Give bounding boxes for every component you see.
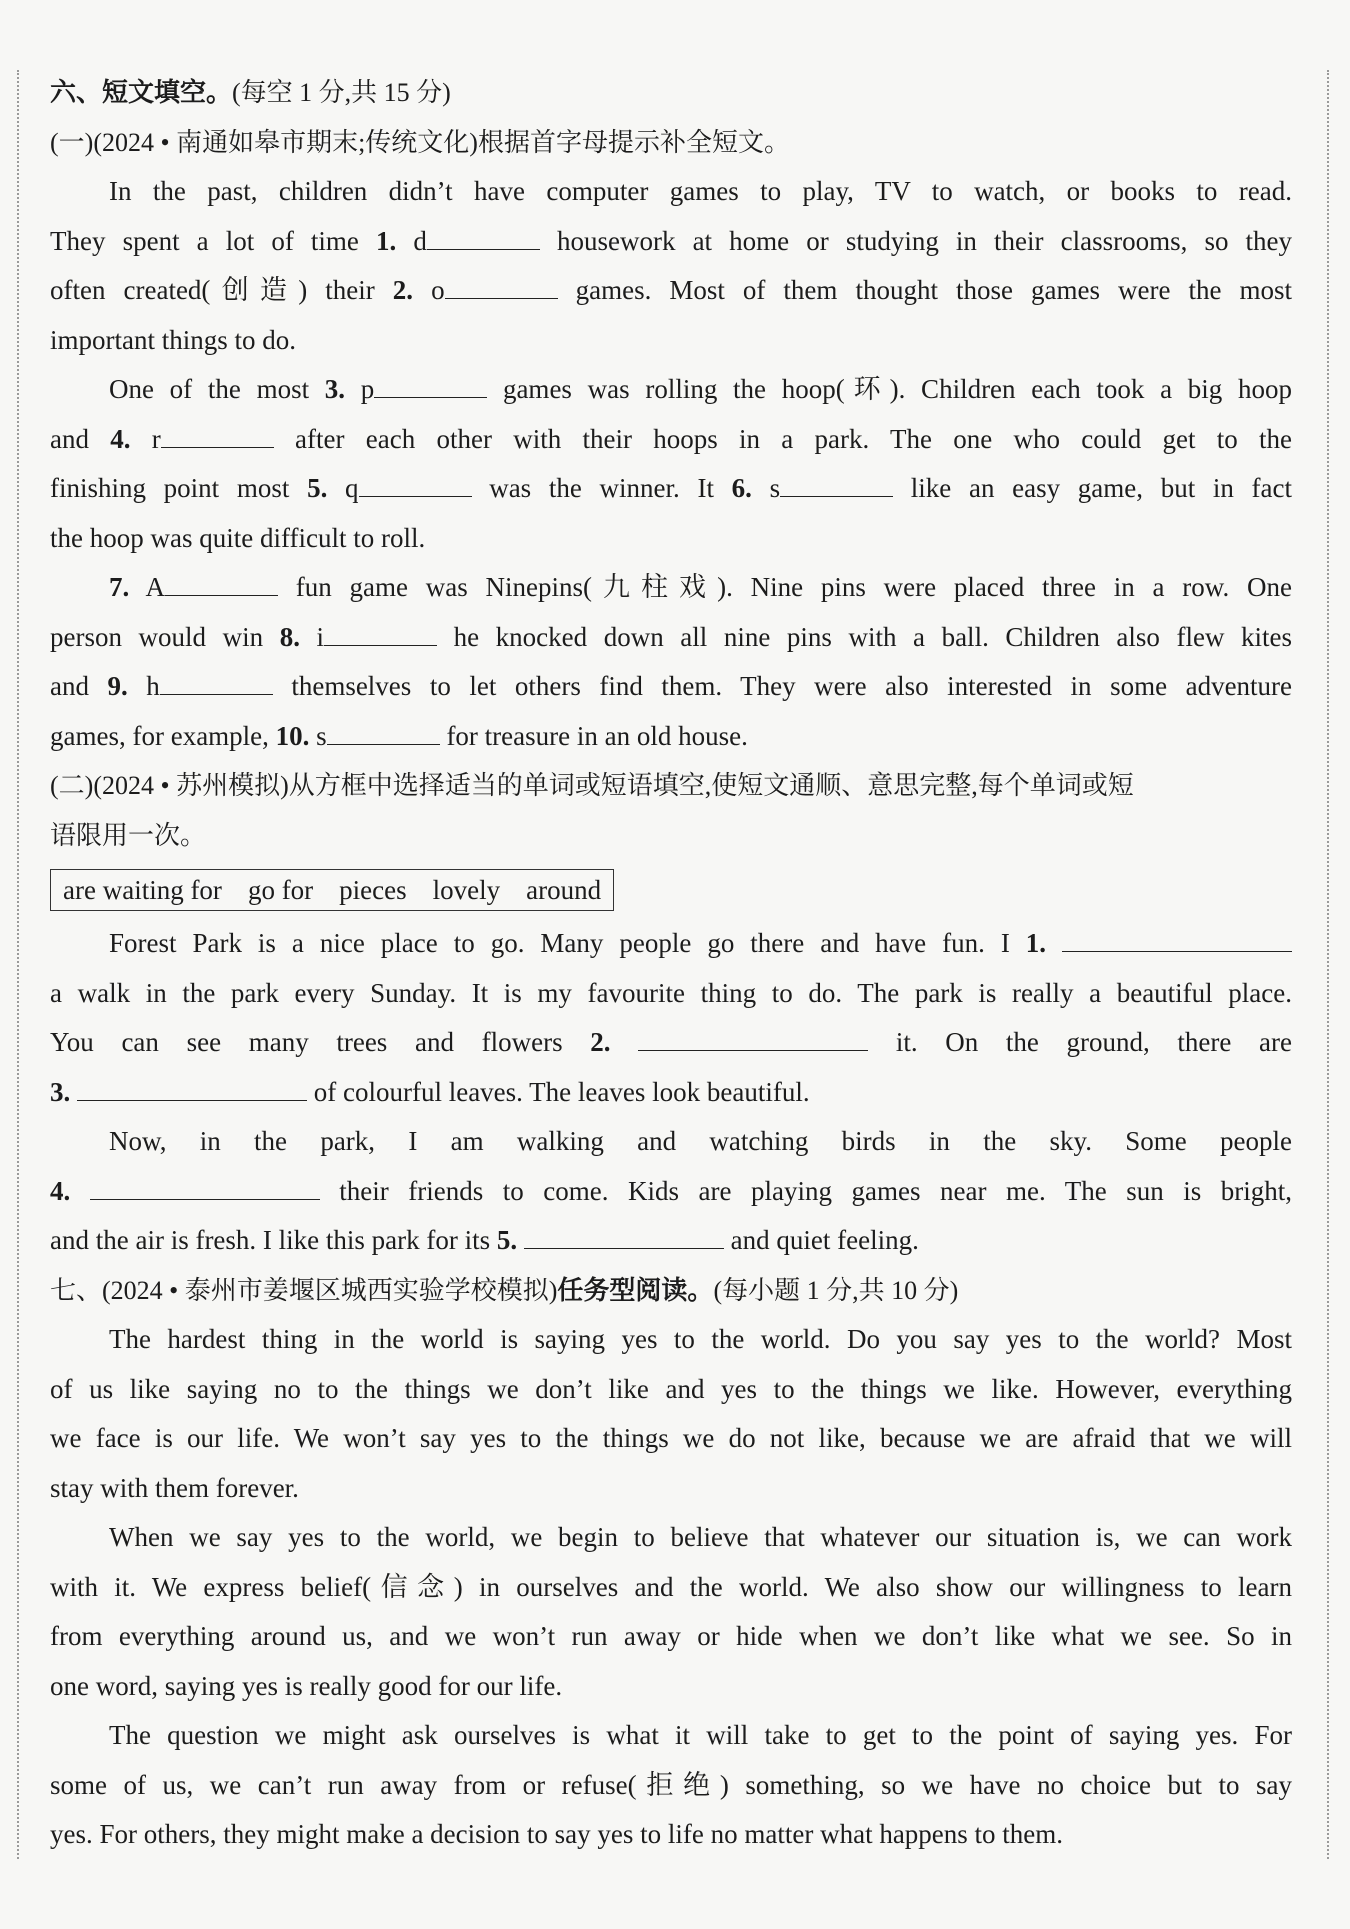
answer-blank-8[interactable] xyxy=(324,625,437,646)
passage-2-line: and the air is fresh. I like this park for its 5. and quiet feeling. xyxy=(50,1225,919,1255)
reading-line: stay with them forever. xyxy=(50,1472,299,1503)
reading-line: yes. For others, they might make a decision to say yes to life no matter what happens to them. xyxy=(50,1819,1064,1849)
hint-letter: r xyxy=(151,423,161,454)
word-box xyxy=(50,869,614,911)
question-number: 4. xyxy=(50,1175,71,1206)
reading-line: of us like saying no to the things we don’t like and yes to the things we like. However, everything xyxy=(50,1373,1292,1404)
passage-1-line: and 9. h themselves to let others find them. They were also interested in some adventure xyxy=(50,671,1293,701)
word-option: pieces xyxy=(339,875,407,905)
question-number: 4. xyxy=(110,423,131,454)
answer-blank-10[interactable] xyxy=(327,724,440,745)
hint-letter: s xyxy=(316,720,327,751)
question-number: 5. xyxy=(496,1225,518,1255)
hint-letter: h xyxy=(146,671,160,701)
answer-blank-4[interactable] xyxy=(161,427,274,448)
question-number: 10. xyxy=(275,720,310,751)
reading-line: from everything around us, and we won’t run away or hide when we don’t like what we see. So in xyxy=(50,1621,1292,1651)
hint-letter: q xyxy=(345,473,359,503)
passage-1-line: games, for example, 10. s for treasure in an old house. xyxy=(50,720,748,751)
answer-blank-2[interactable] xyxy=(445,278,558,299)
passage-1-line: finishing point most 5. q was the winner. It 6. s like an easy game, but in fact xyxy=(50,473,1293,503)
passage-2-line: a walk in the park every Sunday. It is my favourite thing to do. The park is really a beautiful place. xyxy=(50,977,1292,1008)
hint-letter: i xyxy=(316,621,325,652)
passage-1-line: important things to do. xyxy=(50,324,296,355)
passage-2-line: You can see many trees and flowers 2. it. On the ground, there are xyxy=(50,1027,1292,1057)
reading-line: The hardest thing in the world is saying yes to the world. Do you say yes to the world? Most xyxy=(109,1324,1292,1354)
question-number: 5. xyxy=(307,473,328,503)
reading-line: with it. We express belief(信念) in ourselves and the world. We also show our willingness to learn xyxy=(50,1571,1292,1602)
answer-blank-7[interactable] xyxy=(165,575,278,596)
word-option: around xyxy=(526,875,602,905)
hint-letter: o xyxy=(431,275,445,305)
worksheet-page xyxy=(50,68,1292,1860)
reading-line: some of us, we can’t run away from or refuse(拒绝) something, so we have no choice but to say xyxy=(50,1769,1292,1800)
reading-line: one word, saying yes is really good for our life. xyxy=(50,1670,563,1701)
question-number: 9. xyxy=(107,671,128,701)
answer-blank-3[interactable] xyxy=(374,377,487,398)
passage-1-line: often created(创造) their 2. o games. Most of them thought those games were the most xyxy=(50,275,1293,305)
answer-blank-p2-2[interactable] xyxy=(638,1030,868,1051)
section-7-score: (每小题 1 分,共 10 分) xyxy=(713,1275,959,1305)
question-number: 6. xyxy=(731,473,752,503)
passage-1-line: One of the most 3. p games was rolling the hoop(环). Children each took a big hoop xyxy=(109,374,1292,404)
hint-letter: d xyxy=(413,225,427,256)
passage-2-line: 3. of colourful leaves. The leaves look beautiful. xyxy=(50,1076,810,1107)
word-option: are waiting for xyxy=(63,875,222,905)
part-2-heading: (二)(2024 • 苏州模拟)从方框中选择适当的单词或短语填空,使短文通顺、意思完整,每个单词或短 xyxy=(50,771,1134,800)
passage-2-line: Now, in the park, I am walking and watching birds in the sky. Some people xyxy=(109,1126,1292,1156)
answer-blank-p2-5[interactable] xyxy=(524,1228,724,1249)
question-number: 7. xyxy=(109,572,130,602)
word-option: lovely xyxy=(432,875,501,905)
section-7-source: 七、(2024 • 泰州市姜堰区城西实验学校模拟) xyxy=(50,1275,558,1305)
section-7-heading xyxy=(50,1266,1292,1316)
passage-1-line: and 4. r after each other with their hoops in a park. The one who could get to the xyxy=(50,423,1292,454)
question-number: 8. xyxy=(279,621,300,652)
answer-blank-5[interactable] xyxy=(359,476,472,497)
hint-letter: s xyxy=(769,473,781,503)
part-2-heading-cont: 语限用一次。 xyxy=(50,820,207,850)
hint-letter: A xyxy=(145,572,166,602)
answer-blank-p2-4[interactable] xyxy=(90,1179,320,1200)
reading-line: The question we might ask ourselves is what it will take to get to the point of saying yes. For xyxy=(109,1720,1292,1750)
passage-2-line: 4. their friends to come. Kids are playing games near me. The sun is bright, xyxy=(50,1175,1293,1206)
part-1-heading: (一)(2024 • 南通如皋市期末;传统文化)根据首字母提示补全短文。 xyxy=(50,127,790,157)
answer-blank-1[interactable] xyxy=(427,229,540,250)
passage-1-line: 7. A fun game was Ninepins(九柱戏). Nine pins were placed three in a row. One xyxy=(109,572,1292,602)
answer-blank-p2-3[interactable] xyxy=(77,1080,307,1101)
question-number: 1. xyxy=(1025,928,1047,958)
hint-letter: p xyxy=(360,374,375,404)
passage-2-line: Forest Park is a nice place to go. Many people go there and have fun. I 1. xyxy=(50,919,1292,969)
question-number: 1. xyxy=(376,225,397,256)
section-6-title: 六、短文填空。 xyxy=(50,78,233,107)
right-margin-line xyxy=(1327,70,1329,1859)
passage-1-line: person would win 8. i he knocked down all nine pins with a ball. Children also flew kites xyxy=(50,621,1293,652)
reading-line: we face is our life. We won’t say yes to the things we do not like, because we are afraid that we will xyxy=(50,1423,1292,1453)
section-6-score: (每空 1 分,共 15 分) xyxy=(232,78,451,107)
question-number: 3. xyxy=(324,374,346,404)
reading-line: When we say yes to the world, we begin to believe that whatever our situation is, we can work xyxy=(109,1522,1292,1552)
answer-blank-9[interactable] xyxy=(160,674,273,695)
section-6-heading xyxy=(50,68,1292,118)
question-number: 3. xyxy=(50,1076,71,1107)
left-margin-line xyxy=(17,70,19,1859)
question-number: 2. xyxy=(590,1027,611,1057)
word-option: go for xyxy=(247,875,314,905)
section-7-title: 任务型阅读。 xyxy=(557,1275,714,1305)
answer-blank-6[interactable] xyxy=(780,476,893,497)
passage-1-line: the hoop was quite difficult to roll. xyxy=(50,522,426,553)
passage-1-line: They spent a lot of time 1. d housework at home or studying in their classrooms, so they xyxy=(50,225,1293,256)
answer-blank-p2-1[interactable] xyxy=(1062,931,1292,952)
question-number: 2. xyxy=(392,275,414,305)
passage-1-line: In the past, children didn’t have computer games to play, TV to watch, or books to read. xyxy=(109,176,1292,206)
